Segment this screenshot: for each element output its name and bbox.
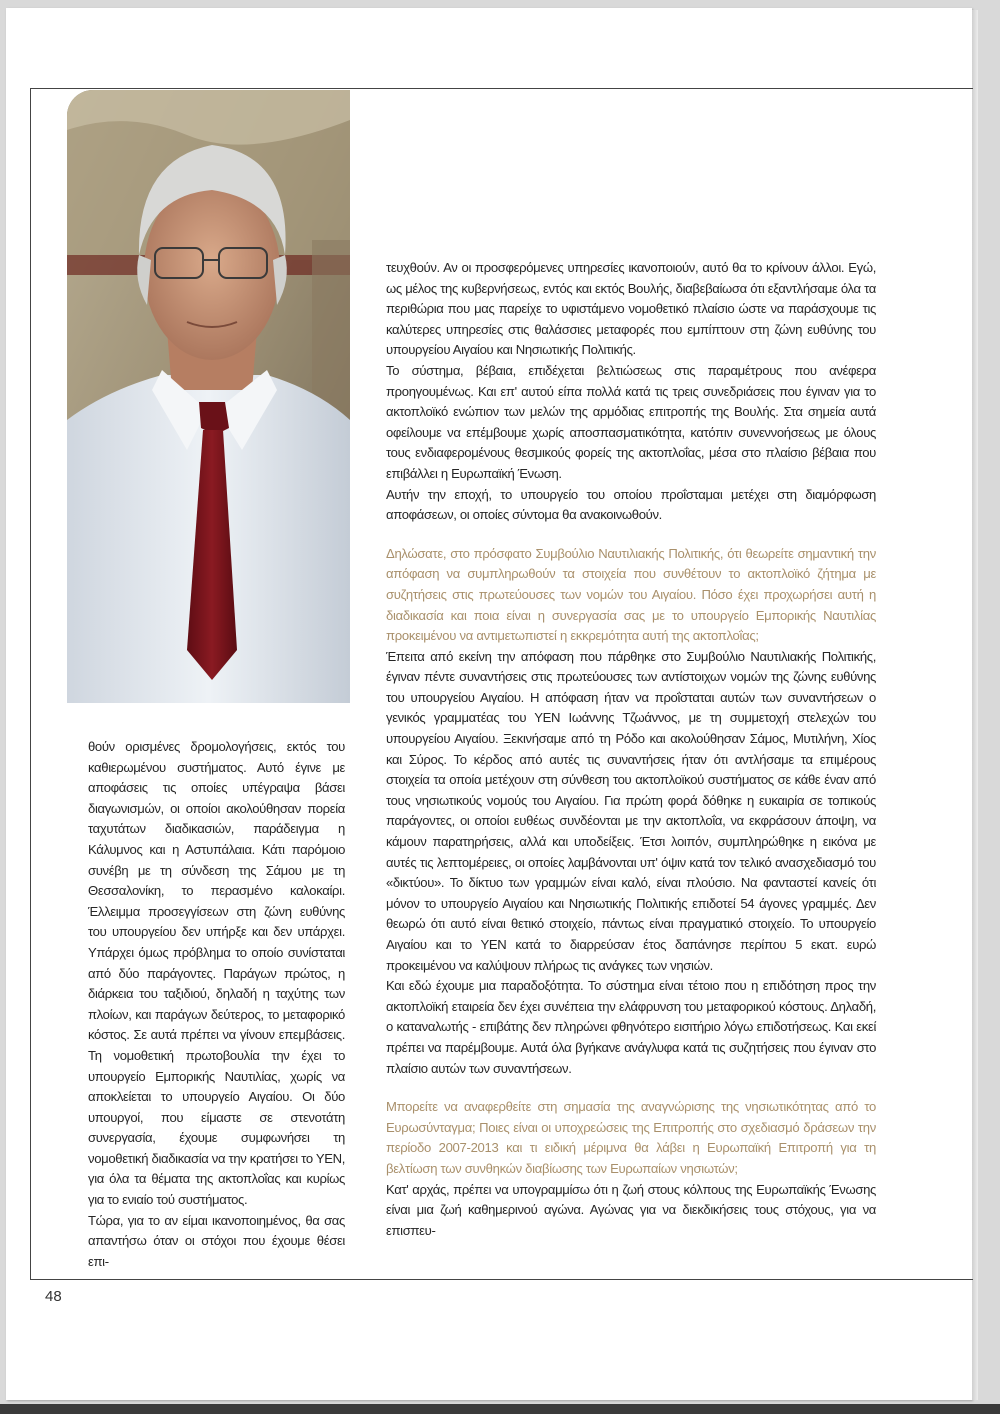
right-column [386, 258, 876, 1241]
page-edge [972, 10, 978, 1400]
left-paragraph: Τώρα, για το αν είμαι ικανοποιημένος, θα σας απαντήσω όταν οι στόχοι που έχουμε θέσει επι- [88, 1212, 345, 1269]
interview-question: Μπορείτε να αναφερθείτε στη σημασία της αναγνώρισης της νησιωτικότητας από το Ευρωσύνταγμα; Ποιες είναι οι υποχρεώσεις της Επιτροπής στο σχεδιασμό δράσεων την περίοδο 2007-2013 και τι ειδική μέριμνα θα λάβει η Ευρωπαϊκή Επιτροπή για τη βελτίωση των συνθηκών διαβίωσης των Ευρωπαίων νησιωτών; [386, 1099, 876, 1176]
portrait-illustration [67, 90, 350, 703]
interview-question: Δηλώσατε, στο πρόσφατο Συμβούλιο Ναυτιλιακής Πολιτικής, ότι θεωρείτε σημαντική την απόφαση να συμπληρωθούν τα στοιχεία που συνθέτουν το ακτοπλοϊκό ζήτημα με συζητήσεις στις πρωτεύουσες των νομών του Αιγαίου. Πόσο έχει προχωρήσει αυτή η διαδικασία και ποια είναι η συνεργασία σας με το υπουργείο Εμπορικής Ναυτιλίας προκειμένου να αντιμετωπιστεί η εκκρεμότητα αυτή της ακτοπλοΐας; [386, 545, 876, 644]
answer-paragraph: Αυτήν την εποχή, το υπουργείο του οποίου προΐσταμαι μετέχει στη διαμόρφωση αποφάσεων, οι οποίες σύντομα θα ανακοινωθούν. [386, 486, 876, 523]
answer-paragraph: Κατ' αρχάς, πρέπει να υπογραμμίσω ότι η ζωή στους κόλπους της Ευρωπαϊκής Ένωσης είναι μια ζωή καθημερινού αγώνα. Αγώνας για να διεκδικήσεις τους στόχους, για να επισπευ- [386, 1181, 876, 1238]
left-paragraph: θούν ορισμένες δρομολογήσεις, εκτός του καθιερωμένου συστήματος. Αυτό έγινε με αποφάσεις τις οποίες υπέγραψα βάσει διαγωνισμών, οι οποίοι ακολούθησαν πορεία ταχυτάτων διαδικασιών, παράδειγμα η Κάλυμνος και η Αστυπάλαια. Κάτι παρόμοιο συνέβη με τη σύνδεση της Σάμου με τη Θεσσαλονίκη, το περασμένο καλοκαίρι. Έλλειμμα προσεγγίσεων στη ζώνη ευθύνης του υπουργείου δεν υπήρξε και δεν υπάρχει. Υπάρχει όμως πρόβλημα το οποίο συνίσταται από δύο παράγοντες. Παράγων πρώτος, η διάρκεια του ταξιδιού, δηλαδή η ταχύτης των πλοίων, και παράγων δεύτερος, το μεταφορικό κόστος. Σε αυτά πρέπει να γίνουν επεμβάσεις. Τη νομοθετική πρωτοβουλία την έχει το υπουργείο Εμπορικής Ναυτιλίας, χωρίς να αποκλείεται το υπουργείο Αιγαίου. Οι δύο υπουργοί, που είμαστε σε στενοτάτη συνεργασία, έχουμε συμφωνήσει τη νομοθετική διαδικασία να την κρατήσει το ΥΕΝ, για όλα τα θέματα της ακτοπλοΐας και κυρίως για το ενιαίο τού συστήματος. [88, 739, 345, 1208]
answer-paragraph: Έπειτα από εκείνη την απόφαση που πάρθηκε στο Συμβούλιο Ναυτιλιακής Πολιτικής, έγιναν πέντε συναντήσεις στις πρωτεύουσες των αντίστοιχων νομών της ζώνης ευθύνης του υπουργείου Αιγαίου. Η απόφαση ήταν να προΐσταται αυτών των συναντήσεων ο γενικός γραμματέας του ΥΕΝ Ιωάννης Τζωάννος, με τη συμμετοχή στελεχών του υπουργείου Αιγαίου. Ξεκινήσαμε από τη Ρόδο και ακολούθησαν Σάμος, Μυτιλήνη, Χίος και Σύρος. Το κέρδος από αυτές τις συναντήσεις ήταν ότι αντλήσαμε τα επιμέρους στοιχεία τα οποία μετέχουν στη σύνθεση του ακτοπλοϊκού συστήματος σε κάθε έναν από τους νησιωτικούς νομούς του Αιγαίου. Για πρώτη φορά δόθηκε η ευκαιρία σε τοπικούς παράγοντες, οι οποίοι ευθέως συνδέονται με την ακτοπλοΐα, να εκφράσουν άποψη, να κάμουν παρατηρήσεις, αλλά και υποδείξεις. Έτσι λοιπόν, συμπληρώθηκε η εικόνα με αυτές τις λεπτομέρειες, οι οποίες λαμβάνονται υπ' όψιν κατά τον τελικό ανασχεδιασμό του «δικτύου». Το δίκτυο των γραμμών είναι καλό, είναι πλούσιο. Να φανταστεί κανείς ότι μόνον το υπουργείο Αιγαίου και Νησιωτικής Πολιτικής επιδοτεί 54 άγονες γραμμές. Δεν θεωρώ ότι αυτό είναι θετικό στοιχείο, πάντως είναι πραγματικό στοιχείο. Το υπουργείο Αιγαίου και το ΥΕΝ κατά το διαρρεύσαν έτος δαπάνησε περίπου 5 εκατ. ευρώ προκειμένου να καλύψουν πλήρως τις ανάγκες των νησιών. [386, 648, 876, 973]
scanner-bottom-edge [0, 1404, 1000, 1414]
answer-paragraph: Και εδώ έχουμε μια παραδοξότητα. Το σύστημα είναι τέτοιο που η επιδότηση προς την ακτοπλοϊκή εταιρεία δεν έχει συνέπεια την ελάφρυνση του μεταφορικού κόστους. Δηλαδή, ο καταναλωτής - επιβάτης δεν πληρώνει φθηνότερο εισιτήριο λόγω επιδοτήσεως. Και εκεί πρέπει να παρέμβουμε. Αυτά όλα βγήκανε ανάγλυφα κατά τις συζητήσεις που έγιναν στο πλαίσιο αυτών των συναντήσεων. [386, 978, 876, 1076]
portrait-photo [67, 90, 350, 703]
answer-paragraph: τευχθούν. Αν οι προσφερόμενες υπηρεσίες ικανοποιούν, αυτό θα το κρίνουν άλλοι. Εγώ, ως μέλος της κυβερνήσεως, εντός και εκτός Βουλής, διαβεβαίωσα ότι εξαντλήσαμε όλα τα περιθώρια που μας παρείχε το υφιστάμενο νομοθετικό πλαίσιο ώστε να παράσχουμε τις καλύτερες υπηρεσίες στις θαλάσσιες μεταφορές που εμπίπτουν στη ζώνη ευθύνης του υπουργείου Αιγαίου και Νησιωτικής Πολιτικής. [386, 260, 876, 358]
left-column [88, 737, 345, 1272]
page-number: 48 [45, 1288, 62, 1305]
answer-paragraph: Το σύστημα, βέβαια, επιδέχεται βελτιώσεως στις παραμέτρους που ανέφερα προηγουμένως. Και επ' αυτού είπα πολλά κατά τις τρεις συνεδριάσεις που έγιναν για το ακτοπλοϊκό ενώπιον των μελών της αρμόδιας επιτροπής της Βουλής. Στα σημεία αυτά οφείλουμε να επέμβουμε χωρίς αποσπασματικότητα, κατόπιν συνεννοήσεως με όλους τους ενδιαφερομένους θεσμικούς φορείς της ακτοπλοΐας, μέσα στο πλαίσιο βέβαια που επιβάλλει η Ευρωπαϊκή Ένωση. [386, 362, 876, 481]
